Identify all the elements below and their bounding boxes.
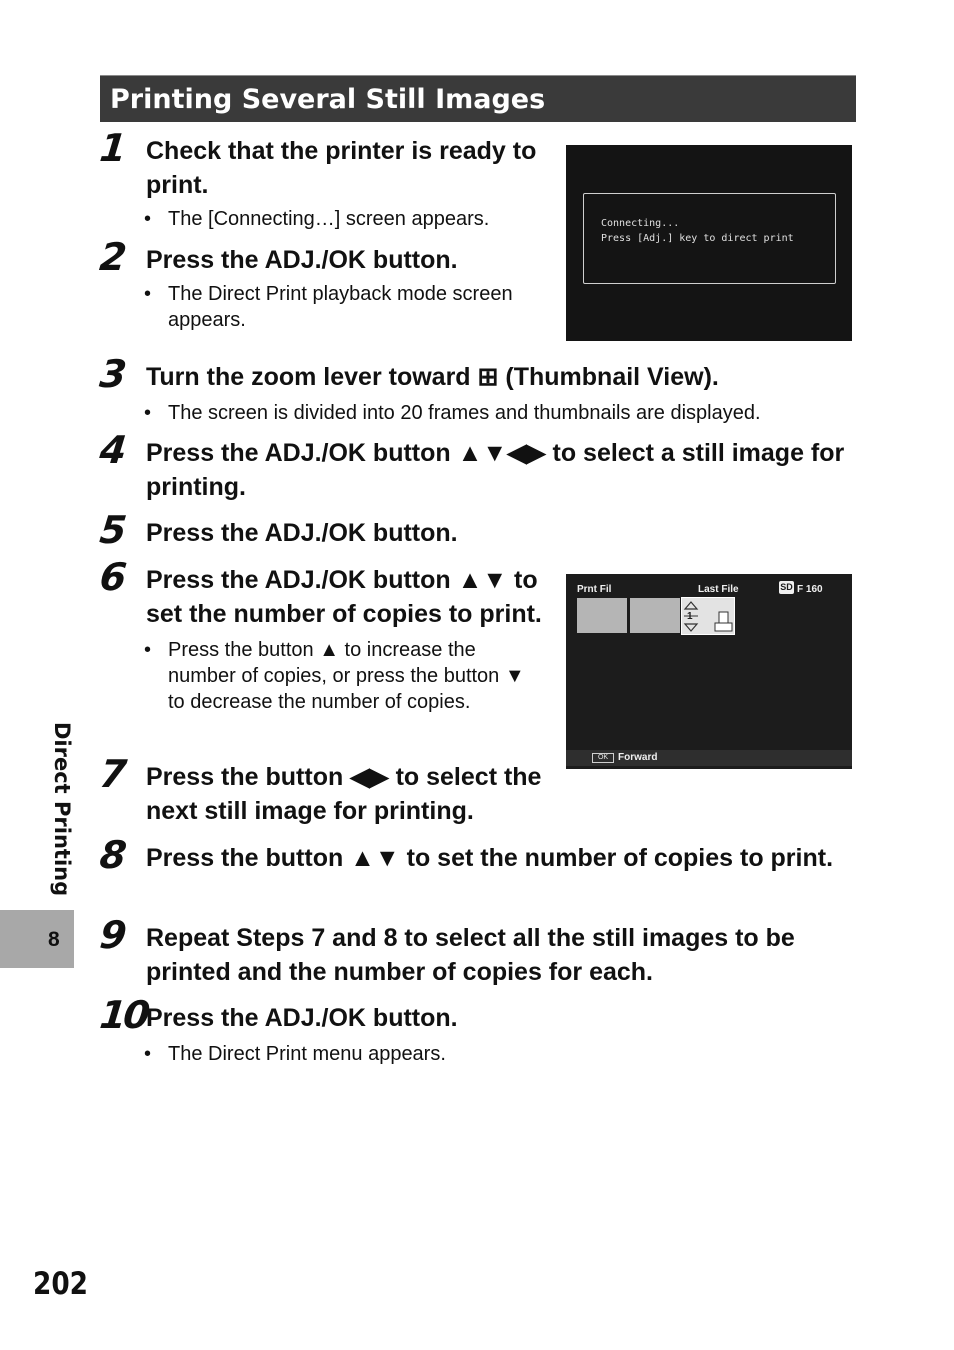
step-title: Press the ADJ./OK button. [146,519,458,547]
screen-footer [566,750,852,766]
step-note: • The [Connecting…] screen appears. [168,206,550,232]
print-file-label: Prnt Fil [577,584,612,595]
step-title: Press the button ▲▼ to set the number of copies to print. [146,844,834,872]
step-8 [97,833,835,877]
step-number: 7 [97,752,126,796]
step-9 [97,913,860,989]
thumbnail [577,598,627,633]
step-7 [97,752,550,828]
thumbnail [630,598,680,633]
printer-icon [715,612,732,631]
step-title: Repeat Steps 7 and 8 to select all the still images to be printed and the number of copies for each. [146,924,795,986]
chapter-title: Direct Printing [50,722,74,897]
sd-card-icon: SD [780,582,793,592]
step-title: Turn the zoom lever toward ⊞ (Thumbnail View). [146,363,719,391]
camera-screen-playback [566,574,852,769]
connecting-text: Connecting... [601,218,680,229]
step-note: • The screen is divided into 20 frames and thumbnails are displayed. [168,400,860,426]
chapter-tab [0,910,74,968]
step-5 [97,508,860,552]
camera-screen-connecting [566,145,852,341]
copies-count: 1 [687,611,693,622]
step-number: 4 [97,428,126,472]
step-number: 3 [97,352,126,396]
step-number: 6 [97,555,126,599]
step-note: • The Direct Print playback mode screen appears. [168,281,520,333]
chapter-number: 8 [48,928,60,951]
step-3 [97,352,860,426]
section-title: Printing Several Still Images [110,84,546,115]
file-number: F 160 [797,584,823,595]
page-number: 202 [33,1266,89,1302]
step-10 [97,993,860,1067]
step-title: Press the ADJ./OK button ▲▼ to set the number of copies to print. [146,566,542,628]
step-title: Press the ADJ./OK button. [146,246,458,274]
step-title: Check that the printer is ready to print. [146,137,537,199]
step-title: Press the ADJ./OK button. [146,1004,458,1032]
step-2 [97,235,520,333]
step-title: Press the ADJ./OK button ▲▼◀▶ to select a still image for printing. [146,439,845,501]
thumbnail-selected [681,597,735,635]
forward-label: Forward [618,752,658,763]
step-number: 9 [97,913,126,957]
direct-print-hint: Press [Adj.] key to direct print [601,233,794,244]
step-number: 5 [97,508,126,552]
step-6 [97,555,545,715]
last-file-label: Last File [698,584,739,595]
section-header [100,75,856,122]
step-title: Press the button ◀▶ to select the next still image for printing. [146,763,542,825]
step-note: • Press the button ▲ to increase the number of copies, or press the button ▼ to decrease the number of copies. [168,637,545,715]
step-number: 2 [97,235,126,279]
step-note: • The Direct Print menu appears. [168,1041,860,1067]
step-1 [97,126,550,232]
step-4 [97,428,860,504]
step-number: 8 [97,833,126,877]
step-number: 1 [97,126,126,170]
ok-button-icon: OK [592,753,614,763]
step-number: 10 [97,993,150,1037]
